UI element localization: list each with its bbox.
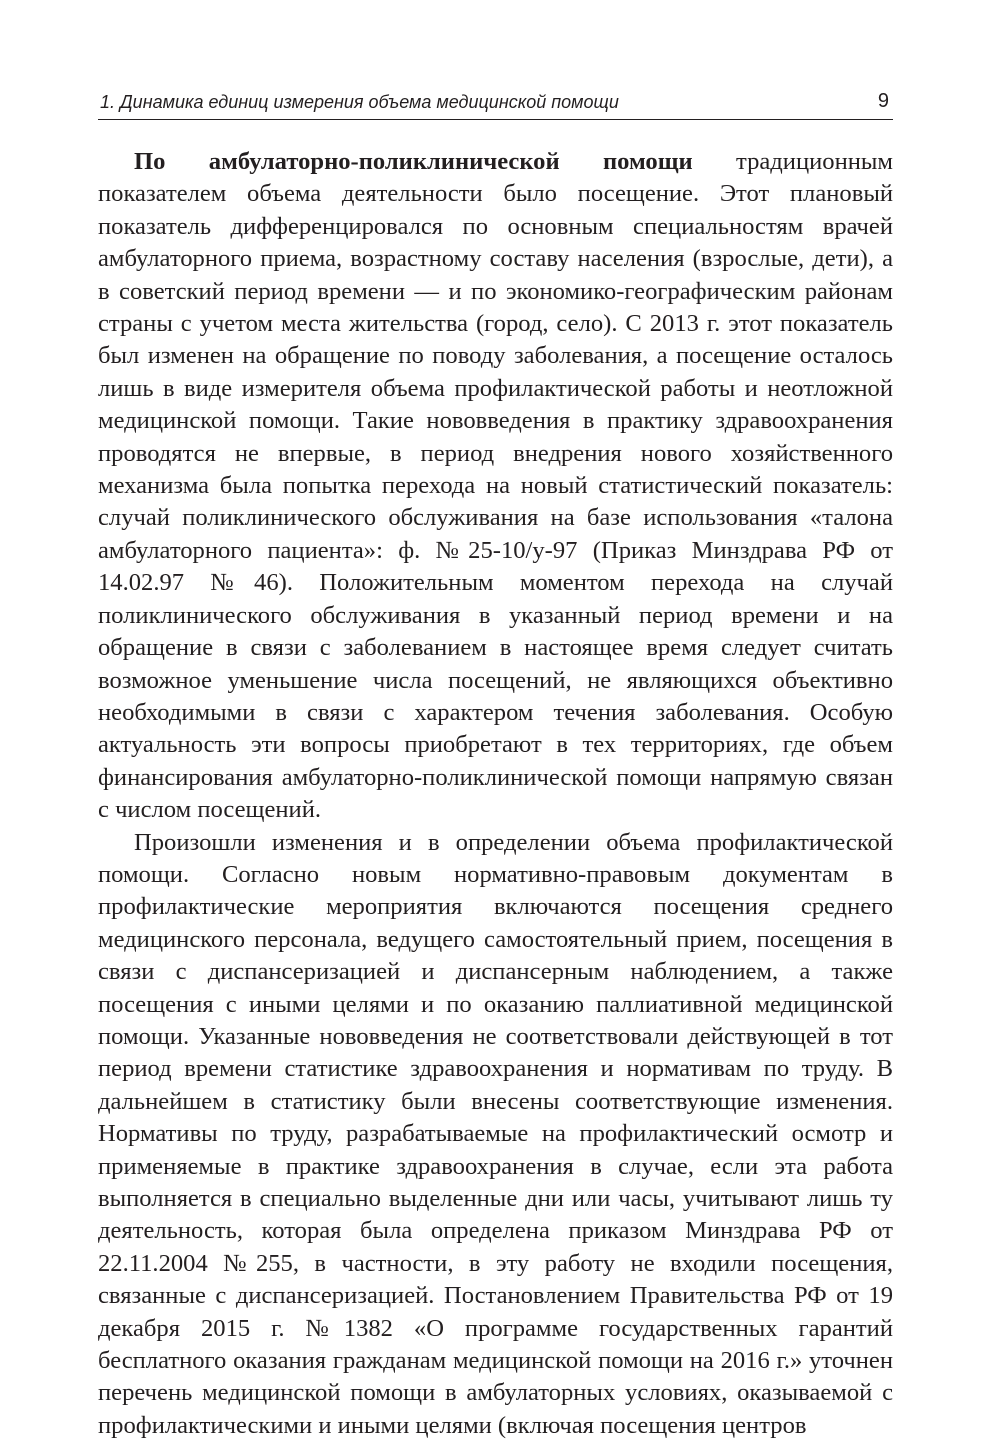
paragraph-2: Произошли изменения и в определении объема профилактической помощи. Согласно новым нормативно-правовым документам в профилактические мероприятия включаются посещения среднего медицинского персонала, ведущего самостоятельный прием, посещения в связи с диспансеризацией и диспансерным наблюдением, а также посещения с иными целями и по оказанию паллиативной медицинской помощи. Указанные нововведения не соответствовали действующей в тот период времени статистике здравоохранения и нормативам по труду. В дальнейшем в статистику были внесены соответствующие изменения. Нормативы по труду, разрабатываемые на профилактический осмотр и применяемые в практике здравоохранения в случае, если эта работа выполняется в специально выделенные дни или часы, учитывают лишь ту деятельность, которая была определена приказом Минздрава РФ от 22.11.2004 №255, в частности, в эту работу не входили посещения, связанные с диспансеризацией. Постановлением Правительства РФ от 19 декабря 2015 г. №1382 «О программе государственных гарантий бесплатного оказания гражданам медицинской помощи на 2016 г.» уточнен перечень медицинской помощи в амбулаторных условиях, оказываемой с профилактическими и иными целями (включая посещения центров bbox=[98, 828, 893, 1439]
chapter-title: 1. Динамика единиц измерения объема медицинской помощи bbox=[100, 92, 619, 112]
book-page bbox=[98, 0, 893, 1439]
paragraph-1-text: традиционным показателем объема деятельности было посещение. Этот плановый показатель дифференцировался по основным специальностям врачей амбулаторного приема, возрастному составу населения (взрослые, дети), а в советский период времени — и по экономико-географическим районам страны с учетом места жительства (город, село). С 2013 г. этот показатель был изменен на обращение по поводу заболевания, а посещение осталось лишь в виде измерителя объема профилактической работы и неотложной медицинской помощи. Такие нововведения в практику здравоохранения проводятся не впервые, в период внедрения нового хозяйственного механизма была попытка перехода на новый статистический показатель: случай поликлинического обслуживания на базе использования «талона амбулаторного пациента»: ф. №25-10/у-97 (Приказ Минздрава РФ от 14.02.97 №46). Положительным моментом перехода на случай поликлинического обслуживания в указанный период времени и на обращение в связи с заболеванием в настоящее время следует считать возможное уменьшение числа посещений, не являющихся объективно необходимыми в связи с характером течения заболевания. Особую актуальность эти вопросы приобретают в тех территориях, где объем финансирования амбулаторно-поликлинической помощи напрямую связан с числом посещений. bbox=[98, 148, 893, 824]
body-text bbox=[98, 146, 893, 1442]
page-number: 9 bbox=[877, 90, 889, 112]
running-head bbox=[98, 89, 893, 120]
paragraph-1 bbox=[98, 146, 893, 827]
paragraph-1-lead: По амбулаторно-поликлинической помощи bbox=[134, 148, 693, 175]
